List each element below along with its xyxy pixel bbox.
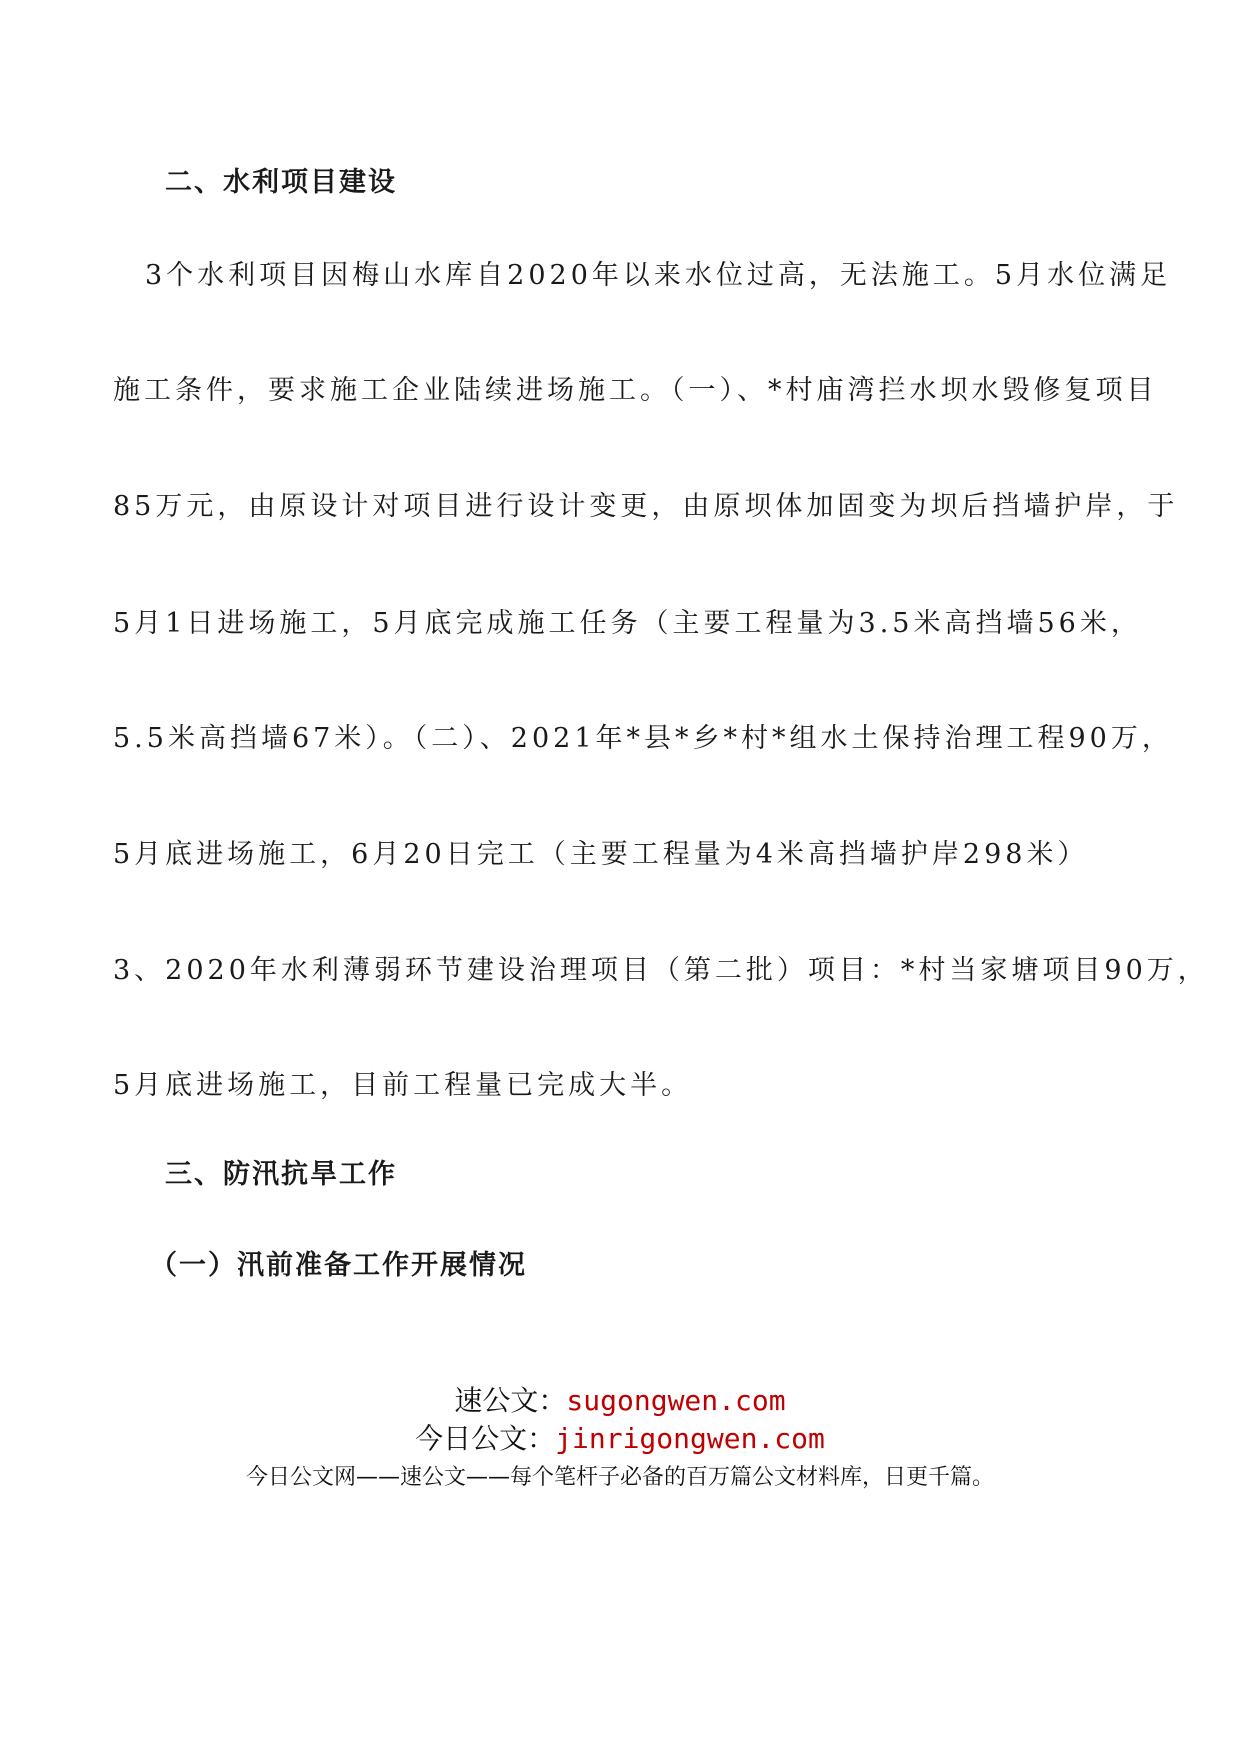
paragraph-line-1: 3个水利项目因梅山水库自2020年以来水位过高，无法施工。5月水位满足 bbox=[145, 260, 1172, 291]
footer-link-jinrigongwen[interactable]: jinrigongwen.com bbox=[555, 1422, 825, 1455]
footer-label-sugongwen: 速公文： bbox=[454, 1384, 567, 1417]
subheading-flood-preparation: （一）汛前准备工作开展情况 bbox=[150, 1250, 527, 1281]
section-heading-flood-control: 三、防汛抗旱工作 bbox=[165, 1159, 397, 1190]
footer-line-sugongwen bbox=[0, 1379, 1240, 1419]
paragraph-line-4: 5月1日进场施工，5月底完成施工任务（主要工程量为3.5米高挡墙56米， bbox=[113, 608, 1142, 639]
footer-line-jinrigongwen bbox=[0, 1417, 1240, 1457]
paragraph-line-5: 5.5米高挡墙67米）。（二）、2021年*县*乡*村*组水土保持治理工程90万， bbox=[113, 723, 1173, 754]
paragraph-line-3: 85万元，由原设计对项目进行设计变更，由原坝体加固变为坝后挡墙护岸，于 bbox=[113, 491, 1179, 522]
paragraph-line-2: 施工条件，要求施工企业陆续进场施工。（一）、*村庙湾拦水坝水毁修复项目 bbox=[113, 375, 1158, 406]
paragraph-line-6: 5月底进场施工，6月20日完工（主要工程量为4米高挡墙护岸298米） bbox=[113, 839, 1089, 870]
section-heading-water-projects: 二、水利项目建设 bbox=[165, 167, 397, 198]
paragraph-line-7: 3、2020年水利薄弱环节建设治理项目（第二批）项目：*村当家塘项目90万， bbox=[113, 955, 1209, 986]
footer-tagline: 今日公文网——速公文——每个笔杆子必备的百万篇公文材料库，日更千篇。 bbox=[245, 1465, 994, 1490]
footer-label-jinrigongwen: 今日公文： bbox=[415, 1422, 556, 1455]
footer-link-sugongwen[interactable]: sugongwen.com bbox=[566, 1384, 786, 1417]
paragraph-line-8: 5月底进场施工，目前工程量已完成大半。 bbox=[113, 1070, 693, 1101]
